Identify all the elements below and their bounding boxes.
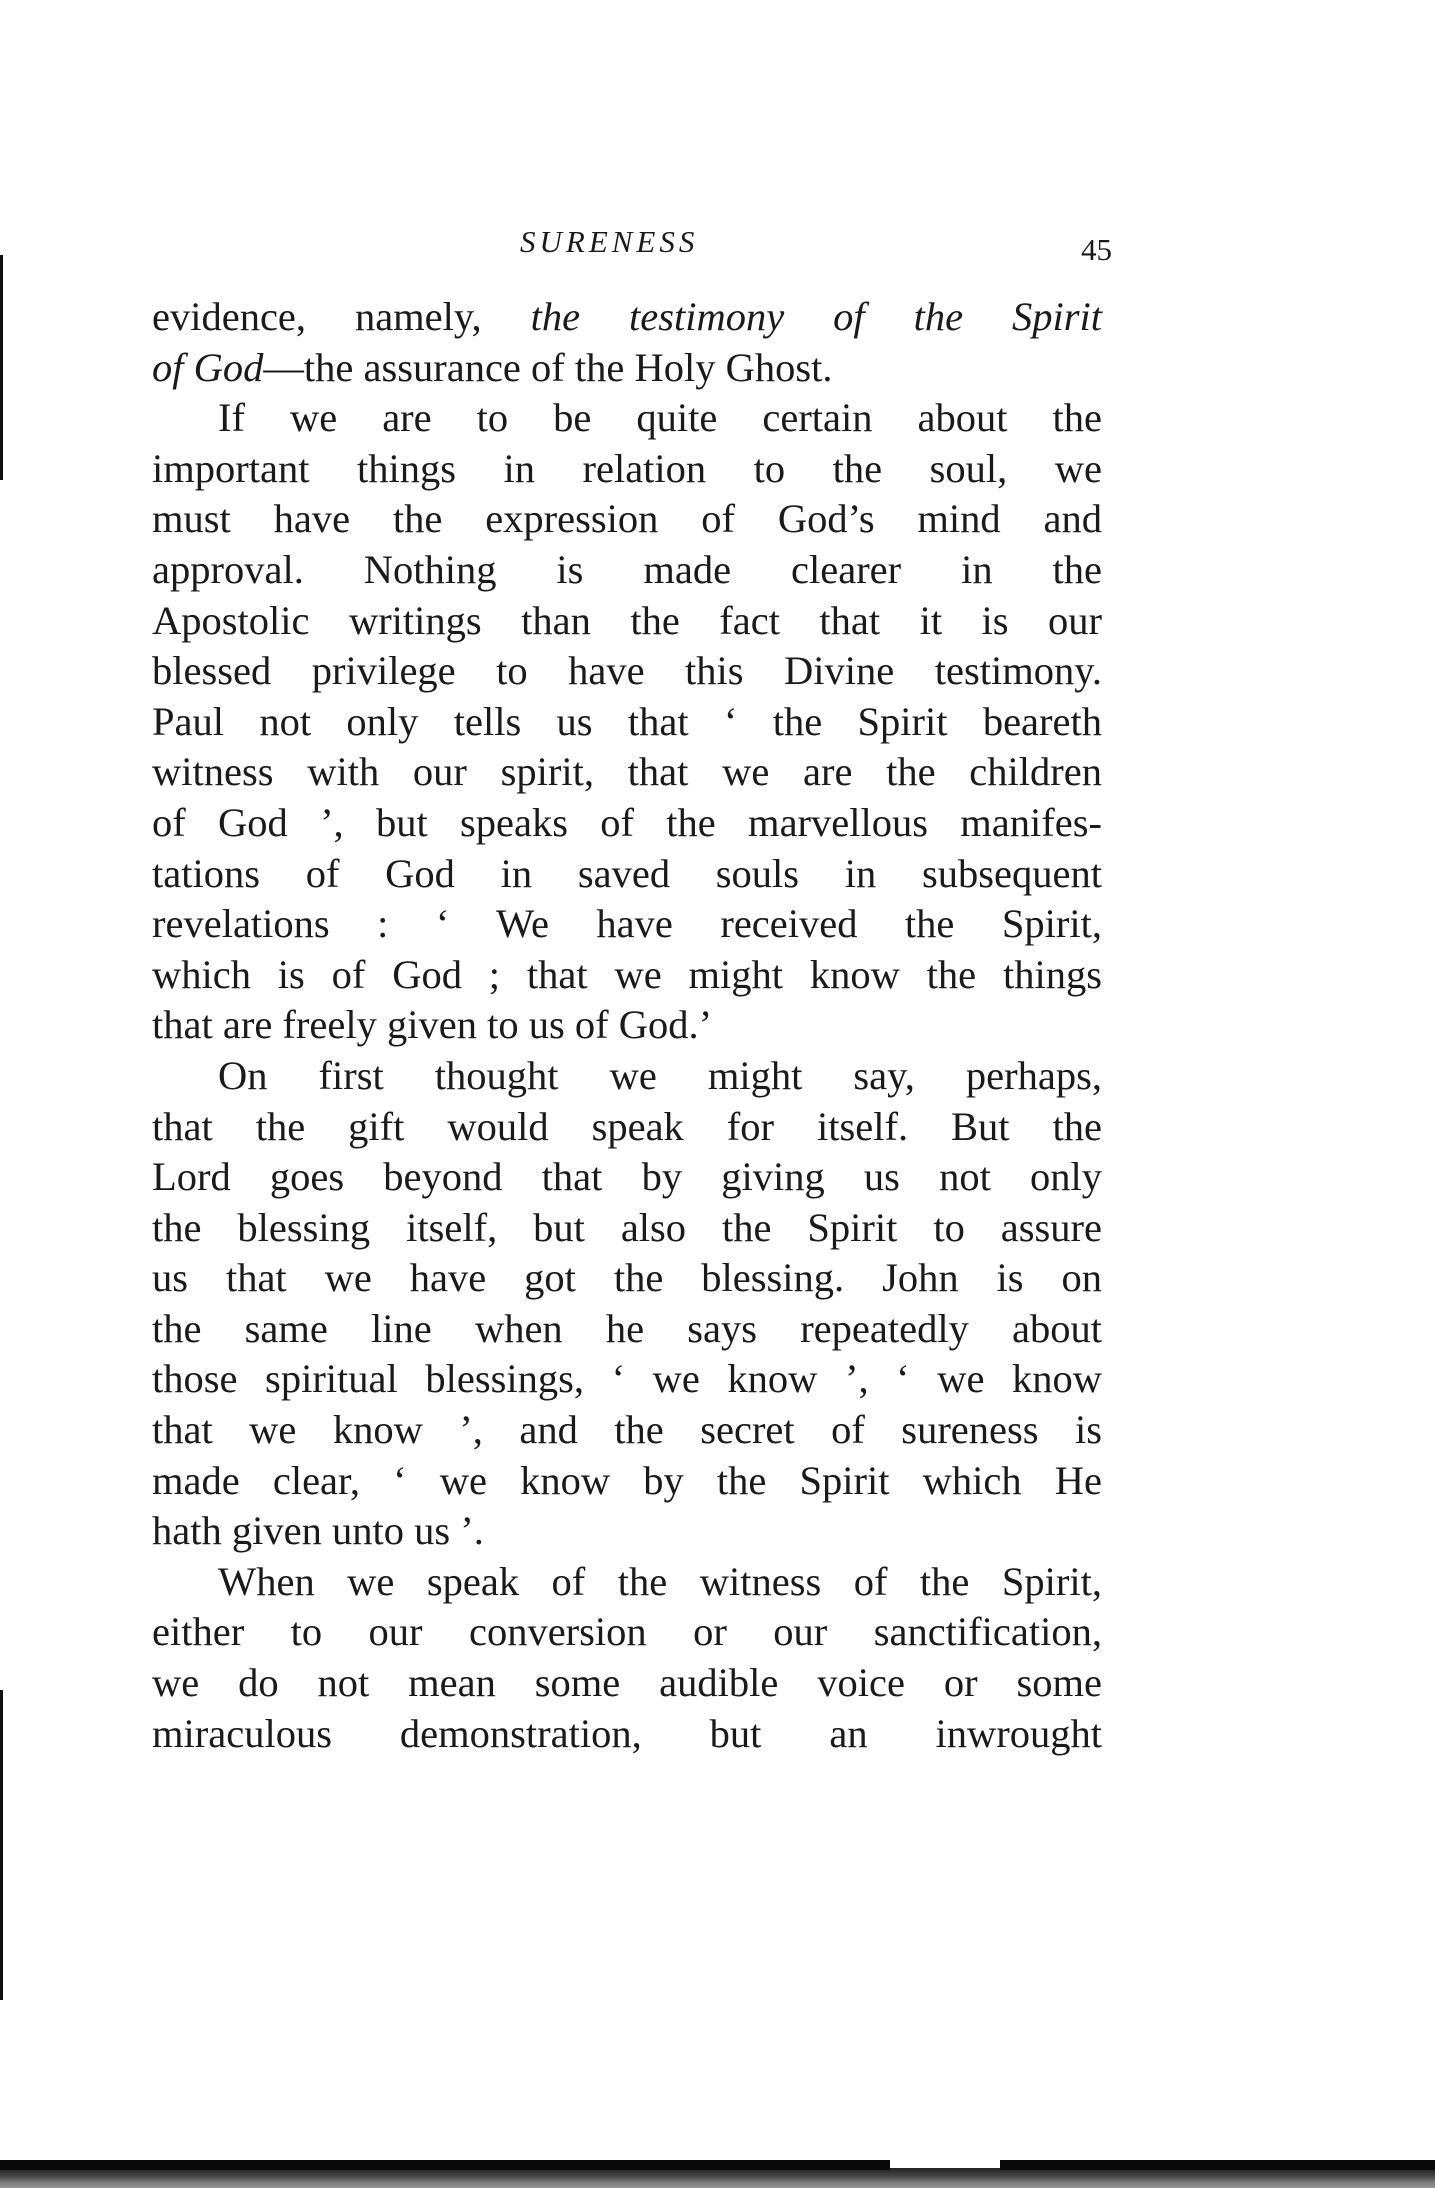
text-line: that the gift would speak for itself. But the bbox=[152, 1103, 1102, 1149]
text-line: the same line when he says repeatedly about bbox=[152, 1305, 1102, 1351]
text-line: Apostolic writings than the fact that it is our bbox=[152, 597, 1102, 643]
text-line: that we know ’, and the secret of sureness is bbox=[152, 1407, 1102, 1453]
text-line: revelations : ‘ We have received the Spirit, bbox=[152, 901, 1102, 947]
text-line: made clear, ‘ we know by the Spirit which He bbox=[152, 1457, 1102, 1503]
text-span: —the assurance of the Holy Ghost. bbox=[263, 344, 833, 390]
text-line: When we speak of the witness of the Spirit, bbox=[218, 1558, 1102, 1604]
paragraph bbox=[152, 393, 1102, 1051]
text-line: either to our conversion or our sanctification, bbox=[152, 1609, 1102, 1655]
paragraph bbox=[152, 1557, 1102, 1759]
scan-bottom-bar bbox=[0, 2160, 890, 2170]
text-line: blessed privilege to have this Divine testimony. bbox=[152, 648, 1102, 694]
text-line: important things in relation to the soul, we bbox=[152, 445, 1102, 491]
text-line: of God ’, but speaks of the marvellous manifes- bbox=[152, 799, 1102, 845]
text-line: must have the expression of God’s mind and bbox=[152, 496, 1102, 542]
text-line: On first thought we might say, perhaps, bbox=[218, 1052, 1102, 1098]
scan-edge-mark bbox=[0, 255, 3, 480]
text-line: we do not mean some audible voice or some bbox=[152, 1660, 1102, 1706]
text-line: approval. Nothing is made clearer in the bbox=[152, 546, 1102, 592]
running-head bbox=[150, 218, 1110, 268]
text-line: If we are to be quite certain about the bbox=[218, 395, 1102, 441]
text-line bbox=[152, 292, 1102, 343]
text-line: hath given unto us ’. bbox=[152, 1508, 484, 1554]
text-line: witness with our spirit, that we are the children bbox=[152, 749, 1102, 795]
text-line: Lord goes beyond that by giving us not only bbox=[152, 1154, 1102, 1200]
text-line bbox=[152, 343, 1102, 394]
text-line: those spiritual blessings, ‘ we know ’, ‘ we know bbox=[152, 1356, 1102, 1402]
body-text bbox=[152, 292, 1102, 1759]
text-line: us that we have got the blessing. John is on bbox=[152, 1255, 1102, 1301]
running-title: SURENESS bbox=[520, 224, 699, 259]
text-line: Paul not only tells us that ‘ the Spirit beareth bbox=[152, 698, 1102, 744]
paragraph bbox=[152, 1051, 1102, 1557]
paragraph bbox=[152, 292, 1102, 393]
scan-bottom-bar bbox=[1000, 2160, 1435, 2170]
text-line: which is of God ; that we might know the things bbox=[152, 951, 1102, 997]
text-line: that are freely given to us of God.’ bbox=[152, 1002, 713, 1048]
italic-phrase: the testimony of the Spirit bbox=[530, 294, 1102, 339]
text-span: evidence, namely, bbox=[152, 294, 531, 339]
text-line: tations of God in saved souls in subsequent bbox=[152, 850, 1102, 896]
text-line: the blessing itself, but also the Spirit to assure bbox=[152, 1204, 1102, 1250]
italic-phrase: of God bbox=[152, 344, 264, 390]
page-number: 45 bbox=[1081, 232, 1112, 267]
scan-edge-mark bbox=[0, 1690, 3, 2000]
text-line: miraculous demonstration, but an inwrought bbox=[152, 1710, 1102, 1756]
